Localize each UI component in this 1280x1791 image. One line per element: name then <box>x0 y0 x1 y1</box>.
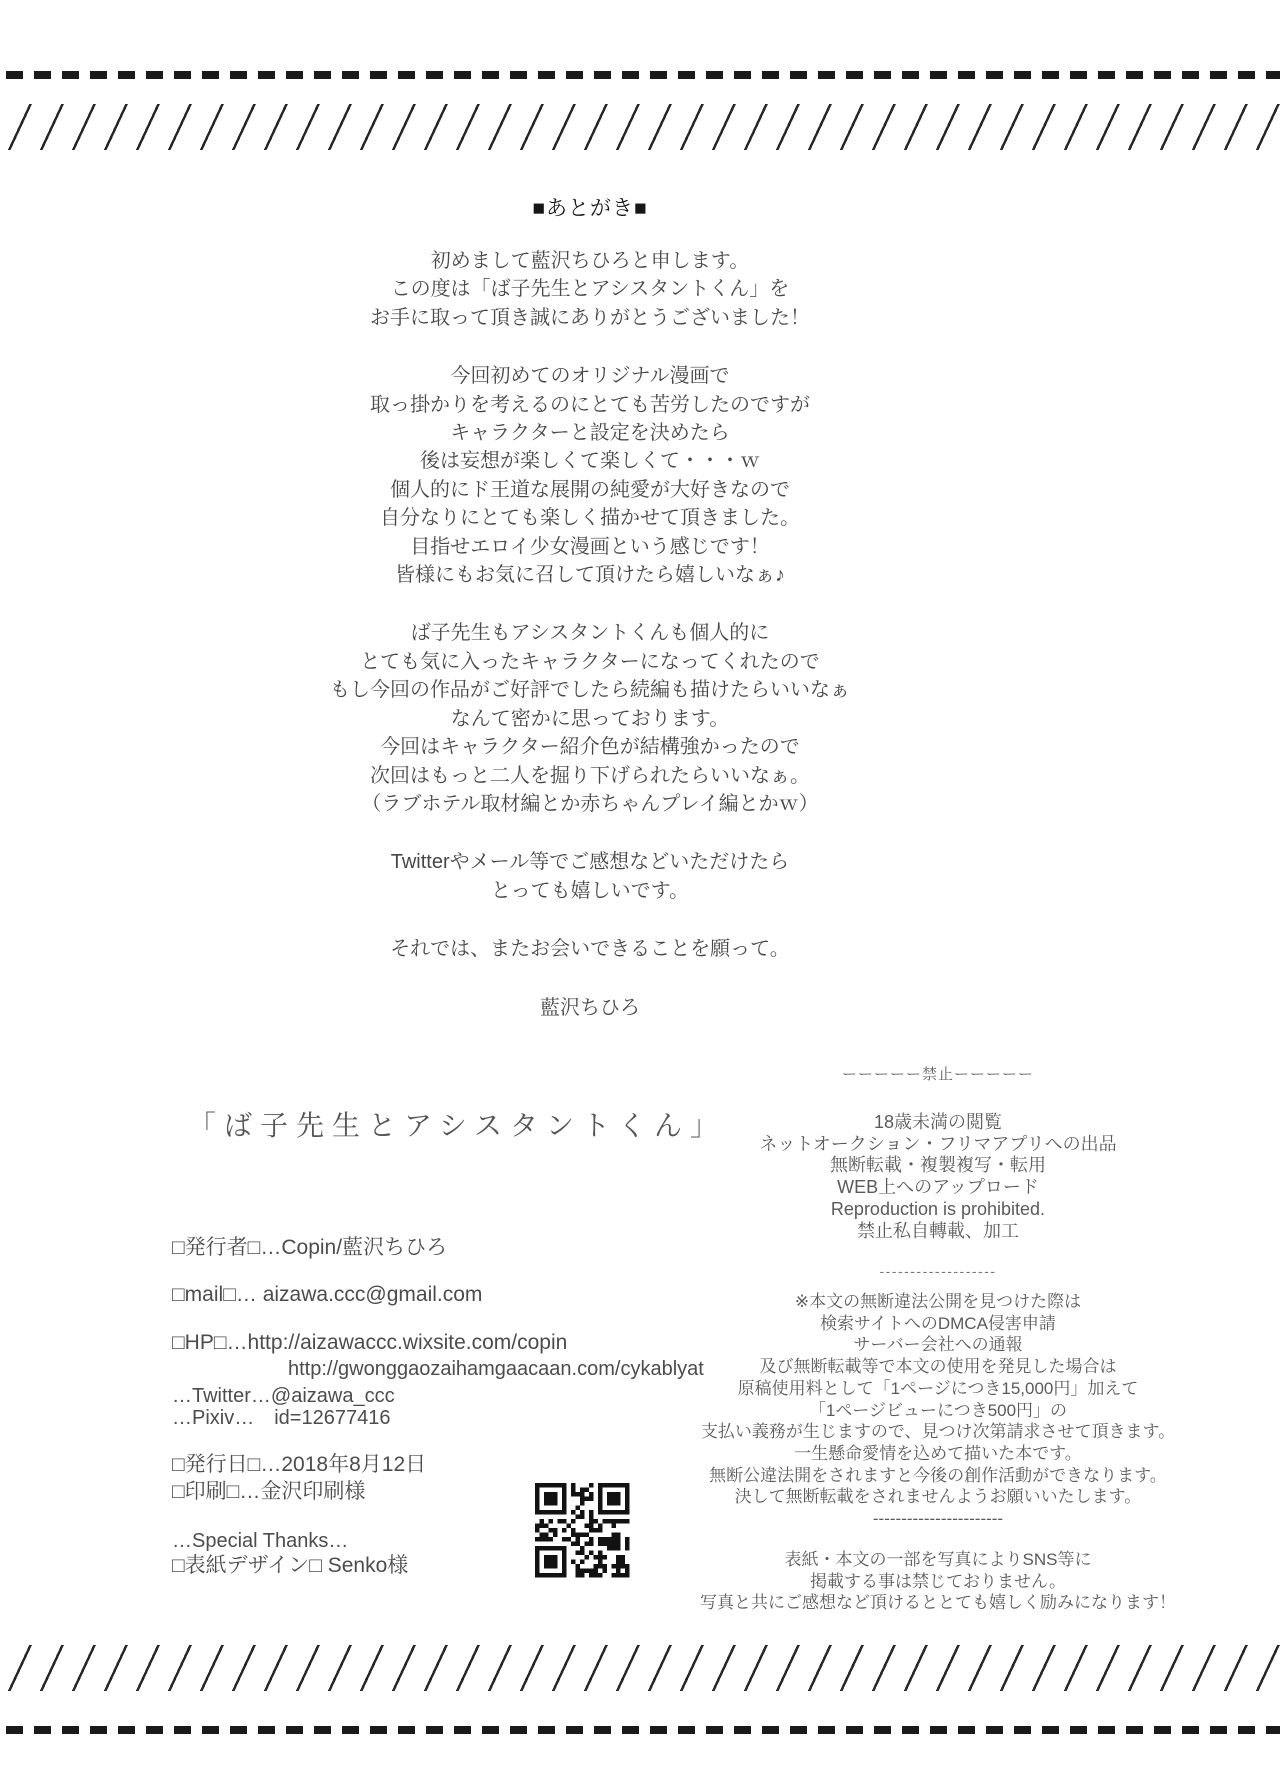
text-line: それでは、またお会いできることを願って。 <box>390 938 790 961</box>
afterword-section-making <box>0 362 1180 589</box>
text-line: 掲載する事は禁じておりません。 <box>809 1571 1067 1591</box>
text-line: 次回はもっと二人を掘り下げられたらいいなぁ。 <box>370 764 810 787</box>
afterword-heading: ■あとがき■ <box>532 197 648 220</box>
afterword-section-feedback <box>0 848 1180 905</box>
text-line: 初めまして藍沢ちひろと申します。 <box>430 250 750 272</box>
text-line: 目指せエロイ少女漫画という感じです！ <box>410 535 770 558</box>
twitter-line: …Twitter…@aizawa_ccc <box>172 1385 395 1407</box>
text-line: Reproduction is prohibited. <box>830 1198 1046 1219</box>
text-line: ば子先生もアシスタントくんも個人的に <box>410 622 770 645</box>
cover-design-line: □表紙デザイン□ Senko様 <box>172 1554 409 1577</box>
text-line: 一生懸命愛情を込めて描いた本です。 <box>794 1443 1082 1463</box>
text-line: 禁止私自轉載、加工 <box>857 1220 1019 1241</box>
prohibition-separator: ------------------- <box>879 1263 997 1279</box>
prohibition-header: ーーーーー禁止ーーーーー <box>841 1066 1034 1083</box>
afterword-section-greeting <box>0 247 1180 332</box>
afterword-body <box>0 247 1180 1022</box>
text-line: 皆様にもお気に召して頂けたら嬉しいなぁ♪ <box>395 564 785 587</box>
qr-code <box>535 1483 630 1578</box>
text-line: とても気に入ったキャラクターになってくれたので <box>360 650 820 673</box>
text-line: WEB上へのアップロード <box>837 1177 1039 1198</box>
text-line: 及び無断転載等で本文の使用を発見した場合は <box>759 1357 1117 1377</box>
text-line: 18歳未満の閲覧 <box>873 1112 1003 1132</box>
publish-date-line: □発行日□…2018年8月12日 <box>172 1453 427 1476</box>
top-dashed-border <box>6 71 1280 79</box>
bottom-diagonal-border <box>0 1645 1280 1691</box>
text-line: 今回初めてのオリジナル漫画で <box>450 365 730 388</box>
text-line: 原稿使用料として「1ページにつき15,000円」加えて <box>737 1378 1139 1398</box>
book-title: 「ば子先生とアシスタントくん」 <box>188 1110 727 1141</box>
special-thanks-line: …Special Thanks… <box>172 1530 349 1552</box>
text-line: 無断転載・複製複写・転用 <box>830 1155 1046 1176</box>
sns-permission-note <box>688 1549 1188 1614</box>
text-line: お手に取って頂き誠にありがとうございました！ <box>370 306 810 329</box>
text-line: この度は「ば子先生とアシスタントくん」を <box>390 278 790 301</box>
homepage-line: □HP□…http://aizawaccc.wixsite.com/copin <box>172 1331 568 1354</box>
publisher-line: □発行者□…Copin/藍沢ちひろ <box>172 1236 448 1259</box>
text-line: 決して無断転載をされませんようお願いいたします。 <box>734 1487 1142 1507</box>
text-line: とっても嬉しいです。 <box>491 879 689 902</box>
text-line: なんて密かに思っております。 <box>450 707 730 730</box>
text-line: ネットオークション・フリマアプリへの出品 <box>759 1133 1117 1154</box>
pixiv-line: …Pixiv… id=12677416 <box>172 1407 391 1429</box>
text-line: もし今回の作品がご好評でしたら続編も描けたらいいなぁ <box>330 679 850 702</box>
text-line: 取っ掛かりを考えるのにとても苦労したのですが <box>370 393 810 416</box>
text-line: 自分なりにとても楽しく描かせて頂きました。 <box>380 507 800 530</box>
text-line: キャラクターと設定を決めたら <box>450 422 730 445</box>
text-line: 表紙・本文の一部を写真によりSNS等に <box>784 1550 1092 1569</box>
top-diagonal-border <box>0 104 1280 150</box>
mail-line: □mail□… aizawa.ccc@gmail.com <box>172 1283 483 1306</box>
homepage-line-2: http://gwonggaozaihamgaacaan.com/cykablyat <box>288 1358 704 1380</box>
afterword-section-characters <box>0 619 1180 818</box>
author-signature: 藍沢ちひろ <box>540 996 640 1019</box>
printer-line: □印刷□…金沢印刷様 <box>172 1480 366 1503</box>
text-line: サーバー会社への通報 <box>853 1335 1023 1355</box>
text-line: 無断公違法開をされますと今後の創作活動ができなります。 <box>709 1465 1167 1485</box>
prohibition-list <box>688 1112 1188 1242</box>
text-line: 写真と共にご感想など頂けるととても嬉しく励みになります！ <box>700 1593 1176 1613</box>
text-line: 個人的にド王道な展開の純愛が大好きなので <box>390 478 790 501</box>
text-line: ----------------------- <box>872 1509 1004 1529</box>
text-line: 「1ページビューにつき500円」の <box>808 1400 1068 1420</box>
text-line: 支払い義務が生じますので、見つけ次第請求させて頂きます。 <box>700 1422 1176 1442</box>
text-line: ※本文の無断違法公開を見つけた際は <box>794 1292 1082 1311</box>
text-line: 今回はキャラクター紹介色が結構強かったので <box>380 736 800 759</box>
bottom-dashed-border <box>6 1726 1280 1734</box>
text-line: 後は妄想が楽しくて楽しくて・・・ｗ <box>420 450 760 473</box>
text-line: （ラブホテル取材編とか赤ちゃんプレイ編とかｗ） <box>361 792 819 815</box>
text-line: 検索サイトへのDMCA侵害申請 <box>820 1313 1056 1333</box>
text-line: Twitterやメール等でご感想などいただけたら <box>390 851 790 874</box>
afterword-section-closing <box>0 935 1180 963</box>
prohibition-notice <box>688 1291 1188 1530</box>
